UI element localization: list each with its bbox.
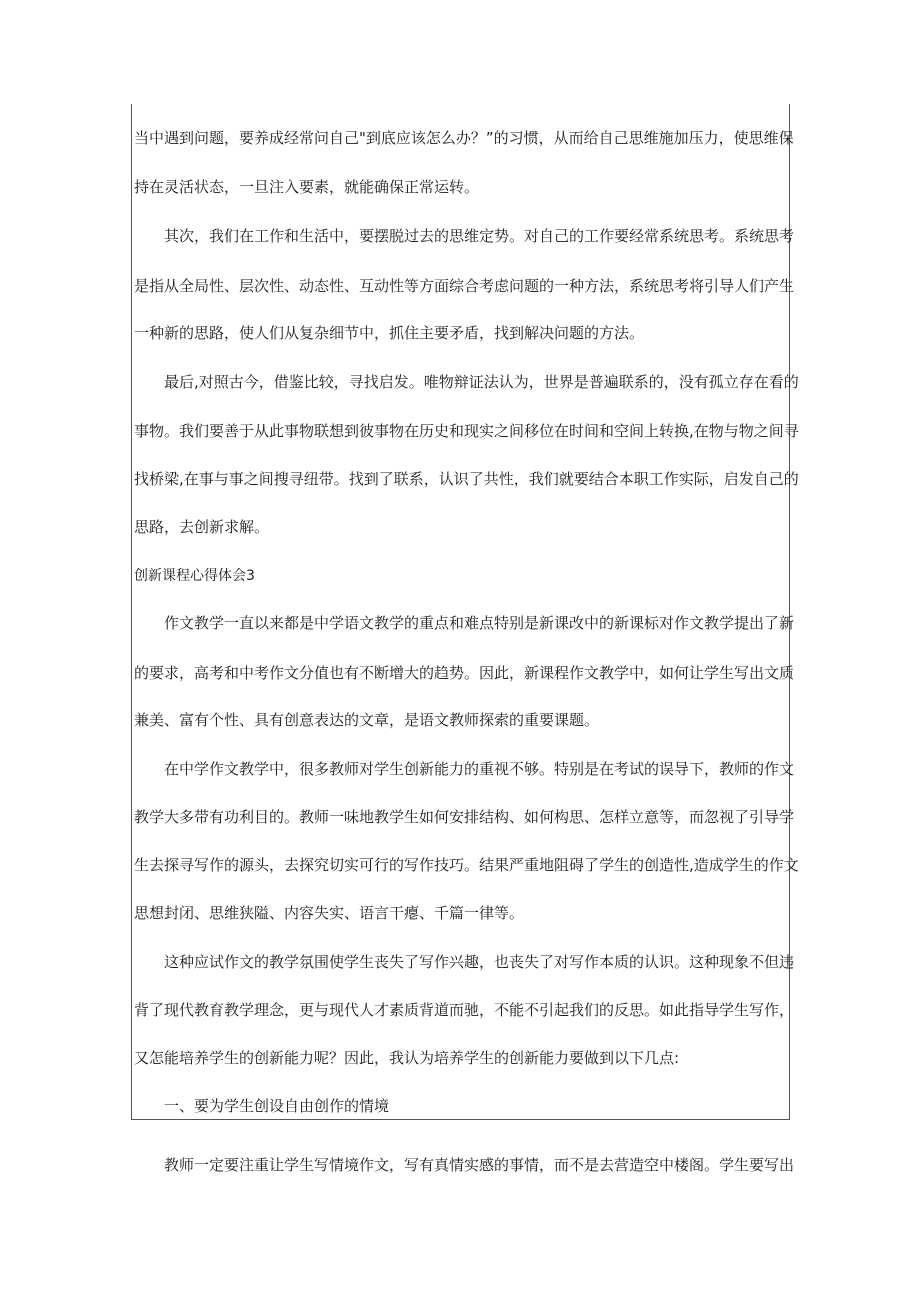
paragraph-line: 最后,对照古今，借鉴比较，寻找启发。唯物辩证法认为，世界是普遍联系的，没有孤立存在看的 xyxy=(164,373,799,391)
paragraph-line: 其次，我们在工作和生活中，要摆脱过去的思维定势。对自己的工作要经常系统思考。系统思考 xyxy=(164,227,795,245)
paragraph-line: 思路，去创新求解。 xyxy=(134,518,270,536)
section-heading: 创新课程心得体会3 xyxy=(134,568,255,584)
paragraph-line: 背了现代教育教学理念，更与现代人才素质背道而驰，不能不引起我们的反思。如此指导学生写作， xyxy=(134,1001,795,1019)
paragraph-line: 作文教学一直以来都是中学语文教学的重点和难点特别是新课改中的新课标对作文教学提出了新 xyxy=(164,614,795,632)
paragraph-line: 持在灵活状态，一旦注入要素，就能确保正常运转。 xyxy=(134,178,480,196)
paragraph-line: 的要求，高考和中考作文分值也有不断增大的趋势。因此，新课程作文教学中，如何让学生写出文质 xyxy=(134,664,795,682)
paragraph-line: 这种应试作文的教学氛围使学生丧失了写作兴趣，也丧失了对写作本质的认识。这种现象不但违 xyxy=(164,953,795,971)
paragraph-line: 教学大多带有功利目的。教师一味地教学生如何安排结构、如何构思、怎样立意等，而忽视了引导学 xyxy=(134,808,795,826)
paragraph-line: 当中遇到问题，要养成经常问自己"到底应该怎么办？”的习惯，从而给自己思维施加压力，使思维保 xyxy=(134,129,794,147)
subsection-heading: 一、要为学生创设自由创作的情境 xyxy=(164,1097,390,1115)
paragraph-line: 一种新的思路，使人们从复杂细节中，抓住主要矛盾，找到解决问题的方法。 xyxy=(134,324,645,342)
paragraph-line: 兼美、富有个性、具有创意表达的文章，是语文教师探索的重要课题。 xyxy=(134,711,600,729)
paragraph-line: 教师一定要注重让学生写情境作文，写有真情实感的事情，而不是去营造空中楼阁。学生要写出 xyxy=(164,1156,795,1174)
paragraph-line: 是指从全局性、层次性、动态性、互动性等方面综合考虑问题的一种方法，系统思考将引导人们产生 xyxy=(134,277,795,295)
paragraph-line: 在中学作文教学中，很多教师对学生创新能力的重视不够。特别是在考试的误导下，教师的作文 xyxy=(164,760,795,778)
paragraph-line: 生去探寻写作的源头，去探究切实可行的写作技巧。结果严重地阻碍了学生的创造性,造成学生的作文 xyxy=(134,856,799,874)
paragraph-line: 又怎能培养学生的创新能力呢？因此，我认为培养学生的创新能力要做到以下几点: xyxy=(134,1049,680,1067)
paragraph-line: 思想封闭、思维狭隘、内容失实、语言干瘪、千篇一律等。 xyxy=(134,904,525,922)
paragraph-line: 事物。我们要善于从此事物联想到彼事物在历史和现实之间移位在时间和空间上转换,在物与物之间寻 xyxy=(134,422,799,440)
paragraph-line: 找桥梁,在事与事之间搜寻纽带。找到了联系，认识了共性，我们就要结合本职工作实际，启发自己的 xyxy=(134,470,799,488)
